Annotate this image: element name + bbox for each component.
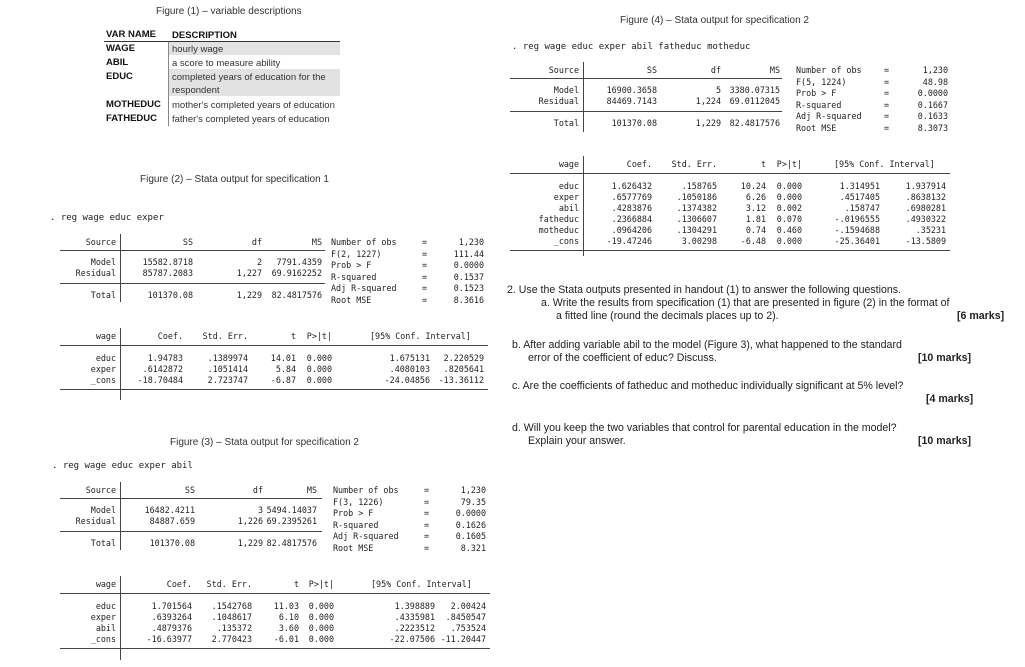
model-stat-value: 8.3073 [917, 122, 948, 133]
anova-total-df: 1,229 [236, 290, 262, 300]
coef-row-ci-low: .4517405 [839, 192, 880, 202]
anova-total-ss: 101370.08 [149, 538, 195, 548]
coef-row-coef: -16.63977 [146, 634, 192, 644]
figure1-caption: Figure (1) – variable descriptions [156, 6, 302, 17]
figure4-caption: Figure (4) – Stata output for specification 2 [620, 15, 809, 26]
model-stat-value: 8.3616 [453, 294, 484, 305]
coef-row-varname: exper [90, 364, 116, 374]
anova-header-source: Source [85, 237, 116, 247]
model-stat-equals: = [424, 508, 430, 518]
model-stat-value: 8.321 [460, 542, 486, 553]
table-rule [583, 156, 584, 256]
anova-row-source: Residual [75, 516, 116, 526]
coef-row-p: 0.460 [776, 225, 802, 235]
anova-header-ms: MS [311, 237, 322, 247]
coef-row-varname: _cons [90, 375, 116, 385]
coef-row-t: 6.26 [745, 192, 766, 202]
coef-row-t: 14.01 [270, 353, 296, 363]
vt-row-name: FATHEDUC [106, 113, 158, 124]
coef-row-varname: _cons [90, 634, 116, 644]
question-a-marks: [6 marks] [957, 310, 1005, 322]
model-stat-label: Prob > F [331, 260, 372, 270]
vt-row-desc: father's completed years of education [172, 114, 330, 125]
anova-header-source: Source [85, 485, 116, 495]
anova-row-source: Model [553, 85, 579, 95]
table-rule [60, 250, 325, 251]
figure4-command: . reg wage educ exper abil fatheduc motheduc [512, 42, 751, 52]
vt-header-desc: DESCRIPTION [172, 30, 237, 41]
coef-header-p: P>|t| [306, 331, 332, 341]
anova-total-ss: 101370.08 [147, 290, 193, 300]
coef-row-coef: 1.94783 [147, 353, 183, 363]
coef-row-ci-high: -11.20447 [440, 634, 486, 644]
question-d-line1: d. Will you keep the two variables that control for parental education in the model? [512, 422, 897, 434]
anova-header-ss: SS [646, 65, 657, 75]
figure2-command: . reg wage educ exper [50, 213, 164, 223]
coef-row-ci-low: -22.07506 [389, 634, 435, 644]
coef-row-coef: -19.47246 [606, 236, 652, 246]
coef-header-coef: Coef. [157, 331, 183, 341]
anova-row-ms: 69.9162252 [271, 268, 322, 278]
coef-header-t: t [760, 159, 766, 169]
anova-header-ss: SS [184, 485, 195, 495]
anova-row-source: Model [90, 257, 116, 267]
coef-row-ci-high: 1.937914 [905, 181, 946, 191]
coef-row-t: 0.74 [745, 225, 766, 235]
anova-row-ss: 85787.2083 [142, 268, 193, 278]
model-stat-value: 111.44 [453, 248, 484, 259]
model-stat-value: 0.1626 [455, 519, 486, 530]
coef-row-coef: .4879376 [151, 623, 192, 633]
coef-row-ci-low: 1.314951 [839, 181, 880, 191]
anova-row-ss: 15582.8718 [142, 257, 193, 267]
coef-header-t: t [290, 331, 296, 341]
coef-row-varname: abil [95, 623, 116, 633]
coef-row-se: .158765 [681, 181, 717, 191]
question-b-marks: [10 marks] [918, 352, 971, 364]
coef-row-se: .1306607 [676, 214, 717, 224]
coef-row-ci-high: -13.5809 [905, 236, 946, 246]
question-b-line2: error of the coefficient of educ? Discuss. [528, 352, 717, 364]
question-d-marks: [10 marks] [918, 435, 971, 447]
coef-row-ci-high: .8638132 [905, 192, 946, 202]
anova-header-df: df [251, 237, 262, 247]
coef-row-ci-low: .4335981 [394, 612, 435, 622]
model-stat-label: Prob > F [796, 88, 837, 98]
anova-row-ss: 16482.4211 [144, 505, 195, 515]
anova-row-ms: 69.2395261 [266, 516, 317, 526]
coef-row-se: .1051414 [207, 364, 248, 374]
coef-header-depvar: wage [95, 331, 116, 341]
question-d-line2: Explain your answer. [528, 435, 626, 447]
coef-row-t: 3.60 [278, 623, 299, 633]
anova-row-source: Model [90, 505, 116, 515]
model-stat-equals: = [424, 531, 430, 541]
figure2-caption: Figure (2) – Stata output for specification 1 [140, 174, 329, 185]
model-stat-value: 1,230 [458, 237, 484, 247]
figure3-caption: Figure (3) – Stata output for specification 2 [170, 437, 359, 448]
coef-header-p: P>|t| [776, 159, 802, 169]
question-a-line1: a. Write the results from specification (1) that are presented in figure (2) in the format of [541, 297, 950, 309]
coef-header-coef: Coef. [626, 159, 652, 169]
table-rule [60, 648, 490, 649]
coef-header-t: t [293, 579, 299, 589]
anova-row-source: Residual [538, 96, 579, 106]
question-a-line2: a fitted line (round the decimals places up to 2). [556, 310, 779, 322]
anova-total-ms: 82.4817576 [729, 118, 780, 128]
coef-row-coef: -18.70484 [137, 375, 183, 385]
coef-header-p: P>|t| [308, 579, 334, 589]
coef-row-p: 0.000 [306, 364, 332, 374]
coef-row-coef: .2366884 [611, 214, 652, 224]
coef-row-p: 0.000 [776, 192, 802, 202]
coef-row-p: 0.000 [308, 623, 334, 633]
coef-row-ci-low: .2223512 [394, 623, 435, 633]
coef-row-t: -6.01 [273, 634, 299, 644]
coef-row-se: .1542768 [211, 601, 252, 611]
table-rule [60, 498, 322, 499]
question-b-line1: b. After adding variable abil to the model (Figure 3), what happened to the standard [512, 339, 902, 351]
coef-row-coef: .6393264 [151, 612, 192, 622]
anova-header-ss: SS [182, 237, 193, 247]
table-rule [510, 111, 782, 112]
model-stat-value: 0.1537 [453, 271, 484, 282]
model-stat-label: Root MSE [333, 542, 374, 553]
table-rule [60, 389, 488, 390]
table-rule [510, 78, 782, 79]
coef-row-ci-low: -.0196555 [834, 214, 880, 224]
coef-row-coef: 1.626432 [611, 181, 652, 191]
anova-header-source: Source [548, 65, 579, 75]
anova-row-ss: 84469.7143 [606, 96, 657, 106]
coef-row-ci-high: .6980281 [905, 203, 946, 213]
model-stat-equals: = [884, 111, 890, 121]
table-rule [510, 173, 950, 174]
coef-row-t: 1.81 [745, 214, 766, 224]
table-rule [60, 593, 490, 594]
model-stat-equals: = [884, 76, 890, 87]
coef-row-p: 0.000 [776, 181, 802, 191]
model-stat-label: Prob > F [333, 508, 374, 518]
model-stat-value: 1,230 [460, 485, 486, 495]
coef-row-se: .1389974 [207, 353, 248, 363]
anova-row-ms: 7791.4359 [276, 257, 322, 267]
model-stat-label: F(3, 1226) [333, 496, 384, 507]
coef-row-varname: exper [90, 612, 116, 622]
coef-row-ci-high: .753524 [450, 623, 486, 633]
vt-row-desc: completed years of education for the respondent [172, 72, 326, 96]
coef-header-se: Std. Err. [202, 331, 248, 341]
coef-row-p: 0.000 [306, 375, 332, 385]
coef-row-varname: exper [553, 192, 579, 202]
table-rule [120, 482, 121, 550]
model-stat-equals: = [884, 65, 890, 75]
coef-row-t: -6.87 [270, 375, 296, 385]
model-stat-label: R-squared [333, 519, 379, 530]
coef-row-t: 3.12 [745, 203, 766, 213]
coef-row-ci-high: 2.00424 [450, 601, 486, 611]
coef-row-se: .1304291 [676, 225, 717, 235]
question-2-intro: 2. Use the Stata outputs presented in handout (1) to answer the following questions. [507, 284, 901, 296]
anova-row-df: 3 [257, 505, 263, 515]
coef-row-ci-low: 1.675131 [389, 353, 430, 363]
vt-row-desc: mother's completed years of education [172, 100, 335, 111]
coef-row-ci-high: -13.36112 [438, 375, 484, 385]
coef-row-p: 0.000 [306, 353, 332, 363]
model-stat-value: 0.1667 [917, 99, 948, 110]
model-stat-equals: = [422, 271, 428, 282]
coef-row-ci-low: .158747 [844, 203, 880, 213]
coef-row-ci-high: .8205641 [443, 364, 484, 374]
model-stat-value: 79.35 [460, 496, 486, 507]
coef-row-ci-high: .8450547 [445, 612, 486, 622]
coef-row-varname: fatheduc [538, 214, 579, 224]
figure3-command: . reg wage educ exper abil [52, 461, 193, 471]
model-stat-equals: = [422, 248, 428, 259]
model-stat-equals: = [884, 99, 890, 110]
coef-row-t: 10.24 [740, 181, 766, 191]
anova-row-ms: 3380.07315 [729, 85, 780, 95]
table-rule [583, 62, 584, 132]
anova-row-ss: 84887.659 [149, 516, 195, 526]
anova-header-ms: MS [306, 485, 317, 495]
anova-header-df: df [252, 485, 263, 495]
coef-row-ci-low: 1.398889 [394, 601, 435, 611]
coef-row-t: 11.03 [273, 601, 299, 611]
model-stat-label: Number of obs [796, 65, 862, 75]
model-stat-equals: = [424, 496, 430, 507]
question-c-marks: [4 marks] [926, 393, 974, 405]
coef-row-se: .135372 [216, 623, 252, 633]
vt-row-name: EDUC [106, 71, 133, 82]
anova-row-df: 2 [256, 257, 262, 267]
model-stat-value: 0.1605 [455, 531, 486, 541]
model-stat-label: F(5, 1224) [796, 76, 847, 87]
anova-row-ms: 69.0112045 [729, 96, 780, 106]
coef-row-ci-low: -24.04856 [384, 375, 430, 385]
coef-row-se: .1050186 [676, 192, 717, 202]
coef-row-p: 0.000 [308, 601, 334, 611]
coef-row-coef: .6577769 [611, 192, 652, 202]
model-stat-value: 0.0000 [917, 88, 948, 98]
model-stat-value: 0.1633 [917, 111, 948, 121]
vt-row-name: ABIL [106, 57, 129, 68]
anova-header-df: df [710, 65, 721, 75]
table-rule [60, 283, 325, 284]
anova-total-source: Total [90, 538, 116, 548]
coef-row-ci-high: .4930322 [905, 214, 946, 224]
model-stat-label: Number of obs [333, 485, 399, 495]
anova-total-df: 1,229 [695, 118, 721, 128]
coef-row-p: 0.000 [308, 612, 334, 622]
coef-row-varname: _cons [553, 236, 579, 246]
model-stat-equals: = [422, 260, 428, 270]
vt-row-name: WAGE [106, 43, 136, 54]
coef-row-varname: educ [558, 181, 579, 191]
coef-header-se: Std. Err. [206, 579, 252, 589]
table-rule [60, 345, 488, 346]
coef-header-depvar: wage [95, 579, 116, 589]
model-stat-label: Adj R-squared [333, 531, 399, 541]
anova-total-ss: 101370.08 [611, 118, 657, 128]
coef-row-p: 0.002 [776, 203, 802, 213]
coef-row-varname: abil [558, 203, 579, 213]
model-stat-value: 0.0000 [453, 260, 484, 270]
model-stat-value: 0.0000 [455, 508, 486, 518]
coef-row-coef: .4283876 [611, 203, 652, 213]
anova-row-ms: 5494.14037 [266, 505, 317, 515]
coef-header-se: Std. Err. [671, 159, 717, 169]
coef-row-coef: 1.701564 [151, 601, 192, 611]
coef-row-se: .1374382 [676, 203, 717, 213]
coef-row-p: 0.070 [776, 214, 802, 224]
question-c-line1: c. Are the coefficients of fatheduc and motheduc individually significant at 5% level? [512, 380, 904, 392]
anova-header-ms: MS [769, 65, 780, 75]
coef-row-t: 5.84 [275, 364, 296, 374]
model-stat-equals: = [422, 294, 428, 305]
model-stat-value: 1,230 [922, 65, 948, 75]
table-rule [60, 531, 322, 532]
anova-total-ms: 82.4817576 [266, 538, 317, 548]
coef-row-ci-low: -.1594688 [834, 225, 880, 235]
model-stat-label: F(2, 1227) [331, 248, 382, 259]
coef-row-varname: educ [95, 353, 116, 363]
anova-total-ms: 82.4817576 [271, 290, 322, 300]
anova-total-df: 1,229 [237, 538, 263, 548]
coef-header-depvar: wage [558, 159, 579, 169]
model-stat-equals: = [422, 237, 428, 247]
coef-row-ci-low: .4080103 [389, 364, 430, 374]
vt-header-name: VAR NAME [106, 29, 156, 40]
coef-row-se: 2.723747 [207, 375, 248, 385]
coef-header-ci: [95% Conf. Interval] [370, 331, 471, 341]
coef-row-se: .1048617 [211, 612, 252, 622]
coef-header-ci: [95% Conf. Interval] [371, 579, 472, 589]
coef-row-varname: motheduc [538, 225, 579, 235]
coef-row-t: 6.10 [278, 612, 299, 622]
coef-row-varname: educ [95, 601, 116, 611]
vt-row-name: MOTHEDUC [106, 99, 161, 110]
coef-row-coef: .0964206 [611, 225, 652, 235]
coef-header-coef: Coef. [166, 579, 192, 589]
model-stat-label: R-squared [796, 99, 842, 110]
coef-row-p: 0.000 [308, 634, 334, 644]
coef-row-t: -6.48 [740, 236, 766, 246]
table-rule [120, 234, 121, 302]
coef-row-se: 2.770423 [211, 634, 252, 644]
model-stat-label: Root MSE [331, 294, 372, 305]
model-stat-equals: = [424, 485, 430, 495]
anova-row-source: Residual [75, 268, 116, 278]
anova-total-source: Total [553, 118, 579, 128]
anova-total-source: Total [90, 290, 116, 300]
model-stat-equals: = [424, 542, 430, 553]
table-rule [510, 250, 950, 251]
model-stat-value: 48.98 [922, 76, 948, 87]
coef-row-ci-high: 2.220529 [443, 353, 484, 363]
anova-row-ss: 16900.3658 [606, 85, 657, 95]
model-stat-label: Adj R-squared [796, 111, 862, 121]
vt-row-desc: a score to measure ability [172, 58, 281, 69]
anova-row-df: 1,224 [695, 96, 721, 106]
model-stat-label: R-squared [331, 271, 377, 282]
coef-row-ci-low: -25.36401 [834, 236, 880, 246]
model-stat-equals: = [424, 519, 430, 530]
model-stat-equals: = [884, 88, 890, 98]
coef-row-coef: .6142872 [142, 364, 183, 374]
coef-row-ci-high: .35231 [915, 225, 946, 235]
model-stat-label: Adj R-squared [331, 283, 397, 293]
anova-row-df: 1,227 [236, 268, 262, 278]
model-stat-label: Root MSE [796, 122, 837, 133]
model-stat-equals: = [422, 283, 428, 293]
coef-row-se: 3.00298 [681, 236, 717, 246]
coef-row-p: 0.000 [776, 236, 802, 246]
anova-row-df: 1,226 [237, 516, 263, 526]
vt-row-desc: hourly wage [172, 44, 224, 55]
model-stat-value: 0.1523 [453, 283, 484, 293]
coef-header-ci: [95% Conf. Interval] [834, 159, 935, 169]
anova-row-df: 5 [715, 85, 721, 95]
model-stat-label: Number of obs [331, 237, 397, 247]
model-stat-equals: = [884, 122, 890, 133]
